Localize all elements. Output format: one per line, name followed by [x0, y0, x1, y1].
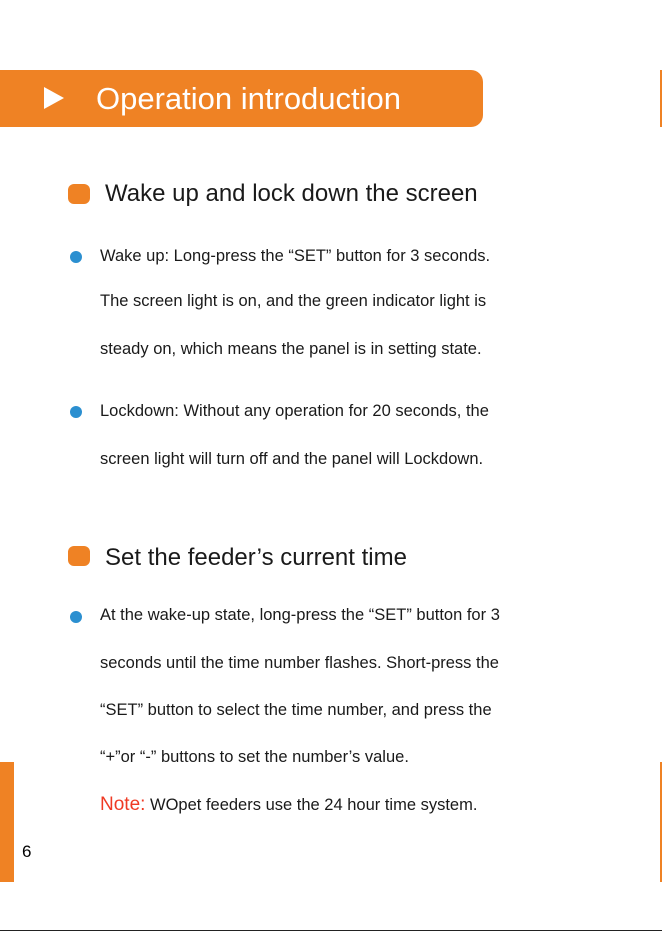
text-line: “+”or “-” buttons to set the number’s value.	[100, 748, 409, 766]
text-line: The screen light is on, and the green indicator light is	[100, 292, 487, 310]
bullet-icon	[70, 406, 82, 418]
text-line: Lockdown: Without any operation for 20 seconds, the	[100, 402, 489, 420]
bullet-icon	[70, 611, 82, 623]
text-line: Wake up: Long-press the “SET” button for 3 seconds.	[100, 247, 491, 265]
section-title-wake: Wake up and lock down the screen	[105, 180, 478, 207]
section-title-time: Set the feeder’s current time	[105, 544, 407, 571]
section-banner	[0, 70, 483, 127]
text-line: “SET” button to select the time number, and press the	[100, 701, 492, 719]
section-marker-icon	[68, 184, 90, 204]
text-line: screen light will turn off and the panel will Lockdown.	[100, 450, 484, 468]
page-edge-tab	[0, 762, 14, 882]
page-number: 6	[22, 842, 32, 861]
bottom-divider	[0, 930, 662, 931]
text-line: seconds until the time number flashes. Short-press the	[100, 654, 499, 672]
text-line: At the wake-up state, long-press the “SET” button for 3	[100, 606, 500, 624]
note-text: WOpet feeders use the 24 hour time system.	[150, 796, 478, 814]
section-marker-icon	[68, 546, 90, 566]
play-arrow-icon	[44, 87, 64, 109]
banner-title: Operation introduction	[96, 81, 402, 116]
text-line: steady on, which means the panel is in setting state.	[100, 340, 482, 358]
bullet-icon	[70, 251, 82, 263]
note	[100, 794, 477, 816]
note-label: Note:	[100, 794, 146, 815]
